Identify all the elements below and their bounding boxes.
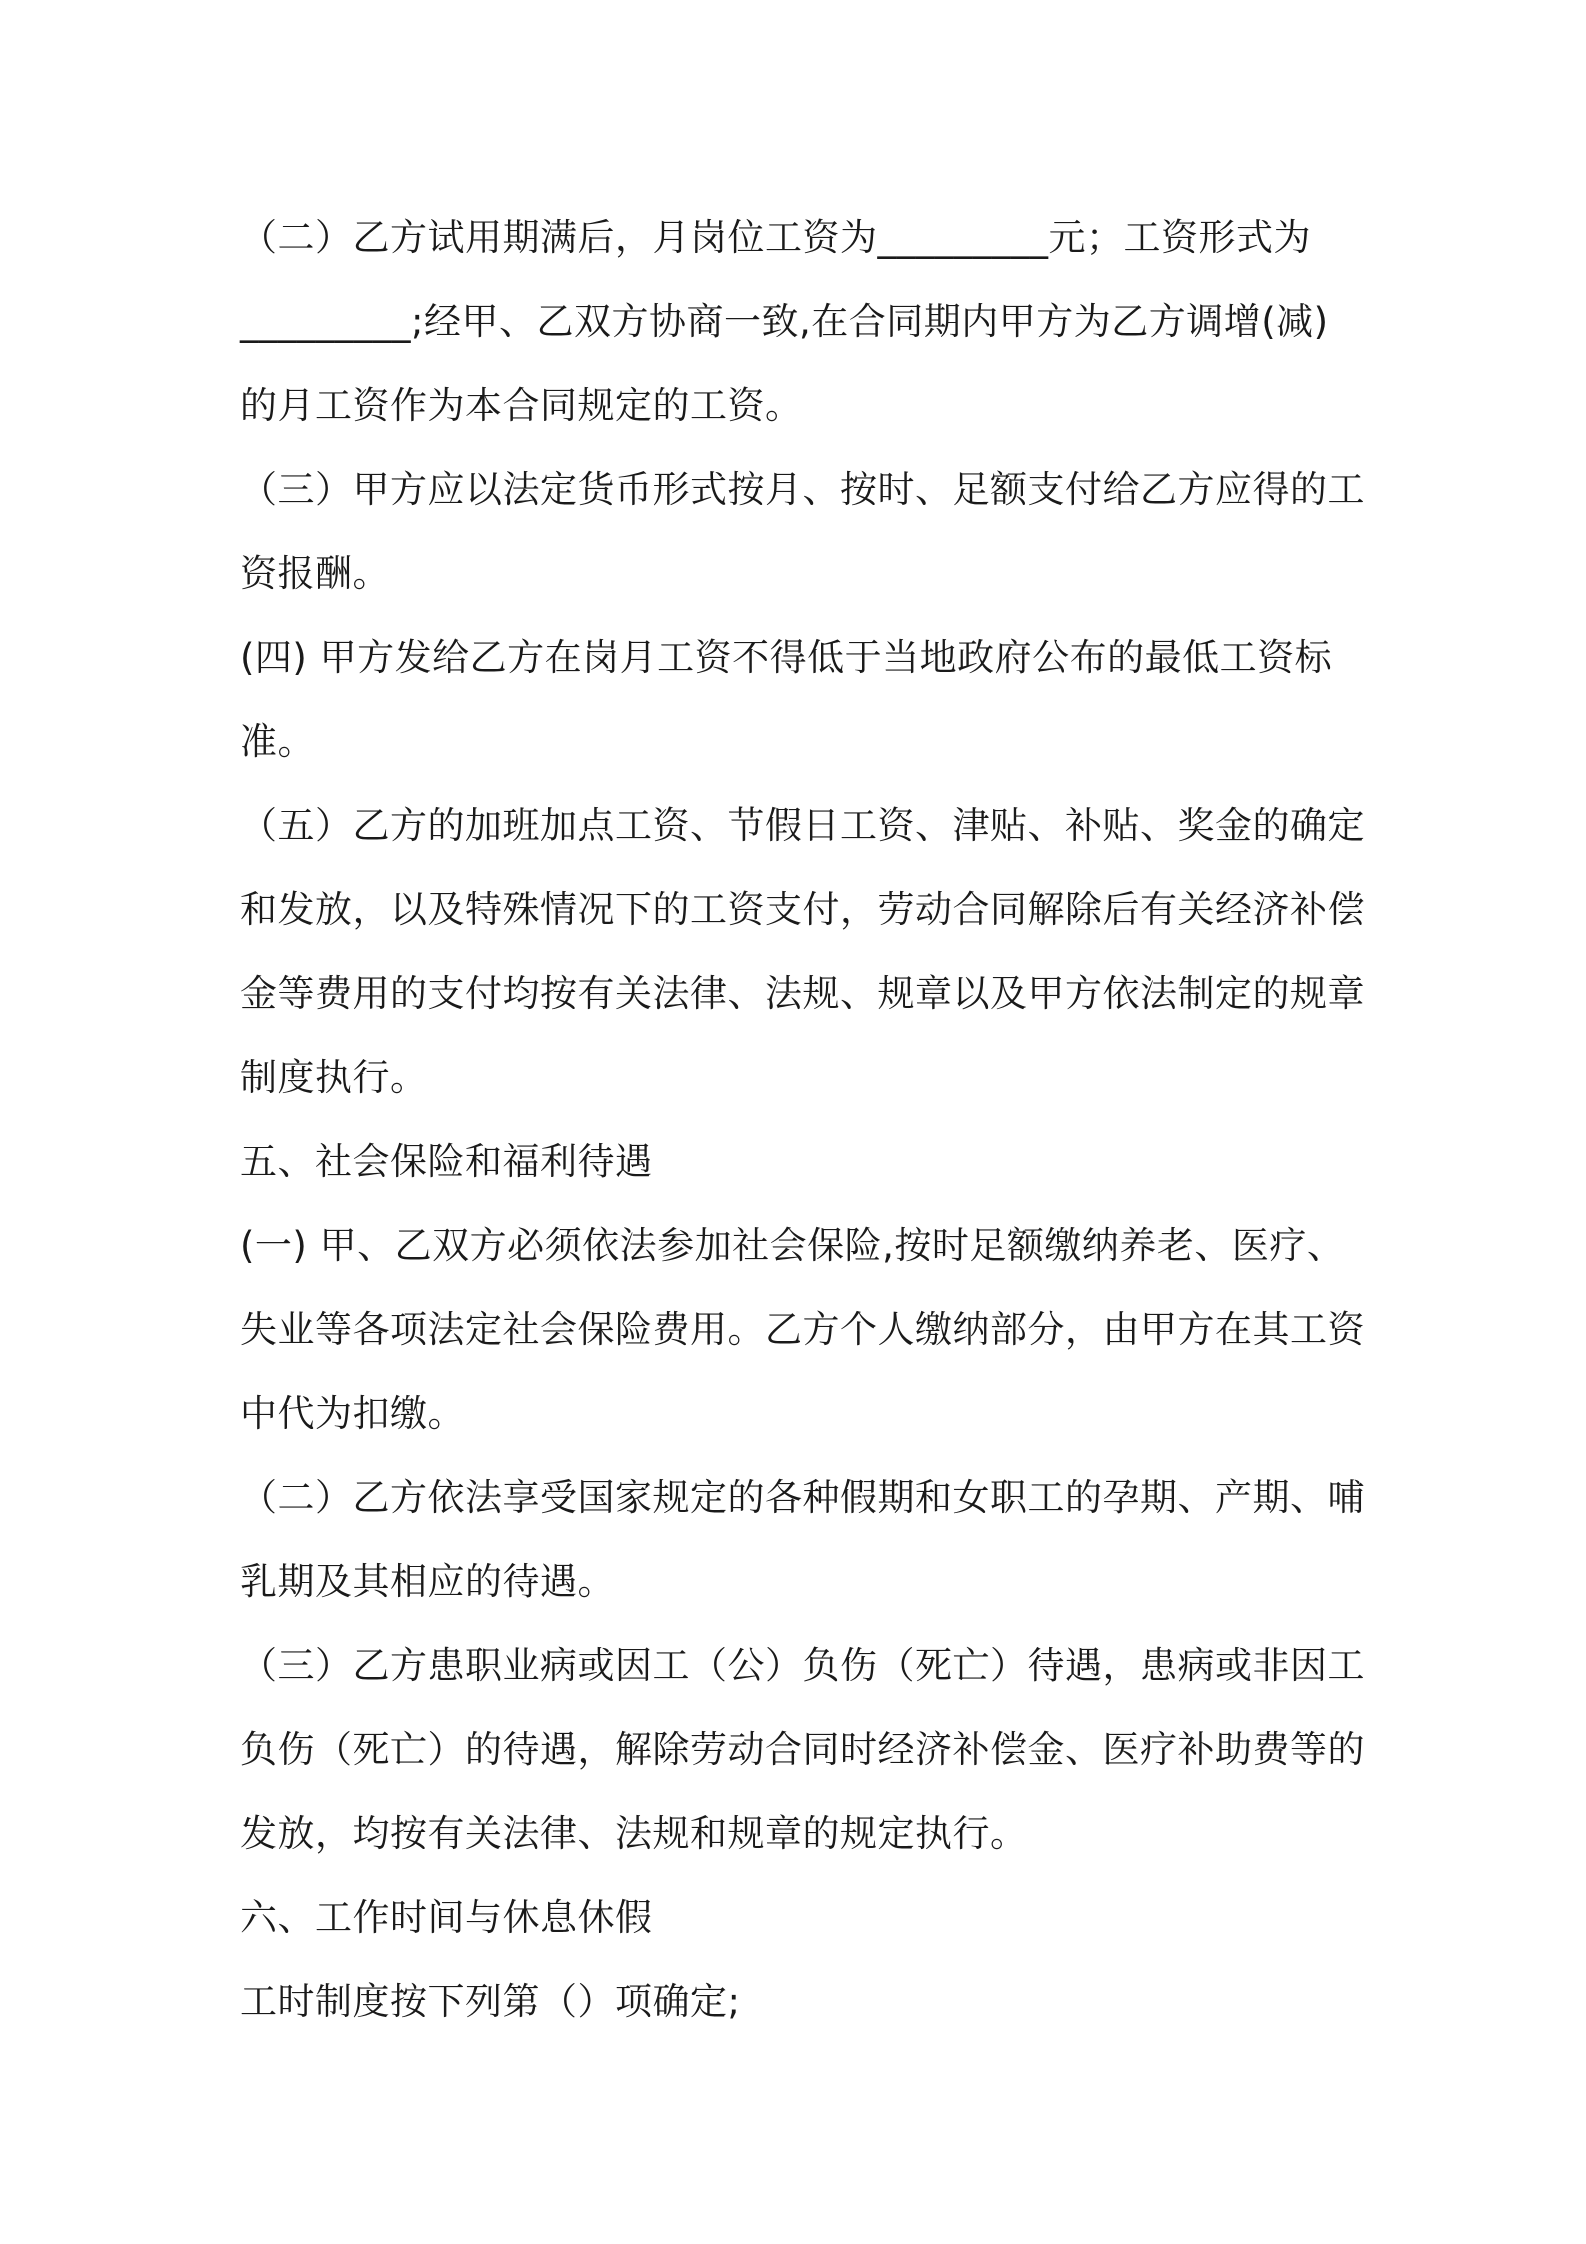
section-heading: 五、社会保险和福利待遇 (240, 1140, 653, 1183)
text-line: (四) 甲方发给乙方在岗月工资不得低于当地政府公布的最低工资标 (240, 636, 1333, 679)
section-heading-working-hours (240, 1876, 1360, 1960)
text-line: 乳期及其相应的待遇。 (240, 1560, 615, 1603)
text-line: 制度执行。 (240, 1056, 428, 1099)
paragraph-social-insurance (240, 1204, 1365, 1456)
text-line: 负伤（死亡）的待遇，解除劳动合同时经济补偿金、医疗补助费等的 (240, 1728, 1365, 1771)
document-body (240, 196, 1365, 2044)
paragraph-working-hours-system (240, 1960, 1360, 2044)
text-line: 工时制度按下列第（）项确定; (240, 1980, 741, 2023)
text-line: 失业等各项法定社会保险费用。乙方个人缴纳部分，由甲方在其工资 (240, 1308, 1365, 1351)
section-heading-social-insurance (240, 1120, 1360, 1204)
paragraph-salary-after-probation (240, 196, 1360, 448)
text-line: 资报酬。 (240, 552, 390, 595)
section-heading: 六、工作时间与休息休假 (240, 1896, 653, 1939)
text-line: _________;经甲、乙双方协商一致,在合同期内甲方为乙方调增(减) (240, 300, 1329, 343)
paragraph-injury-benefits (240, 1624, 1365, 1876)
text-line: （二）乙方试用期满后，月岗位工资为_________元；工资形式为 (240, 216, 1311, 259)
paragraph-salary-payment (240, 448, 1365, 616)
text-line: 中代为扣缴。 (240, 1392, 465, 1435)
text-line: 准。 (240, 720, 315, 763)
text-line: (一) 甲、乙双方必须依法参加社会保险,按时足额缴纳养老、医疗、 (240, 1224, 1345, 1267)
paragraph-minimum-wage (240, 616, 1360, 784)
paragraph-leave-benefits (240, 1456, 1365, 1624)
text-line: 的月工资作为本合同规定的工资。 (240, 384, 803, 427)
text-line: （二）乙方依法享受国家规定的各种假期和女职工的孕期、产期、哺 (240, 1476, 1365, 1519)
text-line: （五）乙方的加班加点工资、节假日工资、津贴、补贴、奖金的确定 (240, 804, 1365, 847)
text-line: （三）乙方患职业病或因工（公）负伤（死亡）待遇，患病或非因工 (240, 1644, 1365, 1687)
text-line: 发放，均按有关法律、法规和规章的规定执行。 (240, 1812, 1028, 1855)
paragraph-overtime-pay (240, 784, 1365, 1120)
text-line: 金等费用的支付均按有关法律、法规、规章以及甲方依法制定的规章 (240, 972, 1365, 1015)
text-line: 和发放，以及特殊情况下的工资支付，劳动合同解除后有关经济补偿 (240, 888, 1365, 931)
text-line: （三）甲方应以法定货币形式按月、按时、足额支付给乙方应得的工 (240, 468, 1365, 511)
